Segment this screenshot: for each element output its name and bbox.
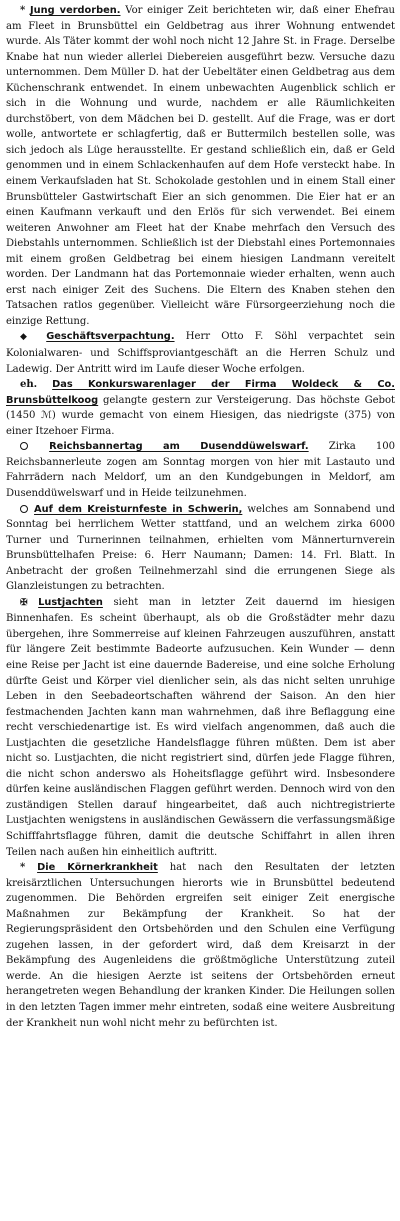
article-headline: Die Körnerkrankheit xyxy=(37,862,158,874)
article-marker: * xyxy=(20,5,26,16)
article-body: hat nach den Resultaten der letzten kreisärztlichen Untersuchungen hierorts wie in Brunsbüttel bedeutend zugenommen. Die Behörden ergreifen seit einiger Zeit energische Maßnahmen zur Bekämpfung der Krankheit. So hat der Regierungspräsident den Ortsbehörden und den Schulen eine Verfügung zugehen lassen, in der gefordert wird, daß dem Kreisarzt in der Bekämpfung des Augenleidens die größtmögliche Unterstützung zuteil werde. An die hiesigen Aerzte ist seitens der Ortsbehörden erneut herangetreten wegen Behandlung der kranken Kinder. Die Heilungen sollen in den letzten Tagen immer mehr eintreten, sodaß eine weitere Ausbreitung der Krankheit nun wohl nicht mehr zu befürchten ist. xyxy=(6,862,395,1029)
circle-ornament-icon xyxy=(20,505,28,513)
circle-ornament-icon xyxy=(20,442,28,450)
article-paragraph xyxy=(6,3,395,329)
article-geschaeftsverpachtung xyxy=(6,329,395,377)
article-headline: Geschäftsverpachtung. xyxy=(46,331,175,343)
diamond-ornament-icon: ◆ xyxy=(20,332,35,343)
article-jung-verdorben xyxy=(6,3,395,329)
article-headline: Jung verdorben. xyxy=(30,5,121,16)
article-paragraph xyxy=(6,595,395,860)
article-body: welches am Sonnabend und Sonntag bei herrlichem Wetter stattfand, und an welchem zirka 6000 Turner und Turnerinnen teilnahmen, erhielten vom Männerturnverein Brunsbüttelhafen Preise: 6. Herr Naumann; Damen: 14. Frl. Blatt. In Anbetracht der großen Teilnehmerzahl sind die errungenen Siege als Glanzleistungen zu betrachten. xyxy=(6,503,395,593)
article-headline: Reichsbannertag am Dusenddüwelswarf. xyxy=(49,441,309,453)
article-body: Zirka 100 Reichsbannerleute zogen am Sonntag morgen von hier mit Lastauto und Fahrrädern nach Meldorf, um an den Kundgebungen in Meldorf, am Dusenddüwelswarf und in Heide teilzunehmen. xyxy=(6,441,395,499)
article-body: sieht man in letzter Zeit dauernd im hiesigen Binnenhafen. Es scheint überhaupt, als ob die Großstädter mehr dazu übergehen, ihre Sommerreise auf kleinen Fahrzeugen auszuführen, anstatt für längere Zeit bestimmte Badeorte aufzusuchen. Kein Wunder — denn eine Reise per Jacht ist eine dauernde Badereise, und eine solche Erholung dürfte Geist und Körper viel dienlicher sein, als das nicht selten unruhige Leben in den Seebadeortschaften während der Saison. An den hier festmachenden Jachten kann man wahrnehmen, daß ihre Beflaggung eine recht verschiedenartige ist. Es wird vielfach angenommen, daß auch die Lustjachten die gesetzliche Handelsflagge führen müßten. Dem ist aber nicht so. Lustjachten, die nicht registriert sind, dürfen jede Flagge führen, die nicht schon anderswo als Hoheitsflagge geführt wird. Insbesondere dürfen keine ausländischen Flaggen geführt werden. Dennoch wird von den zuständigen Stellen darauf hingearbeitet, daß auch nichtregistrierte Lustjachten wenigstens in ausländischen Gewässern die verfassungsmäßige Schifffahrtsflagge führen, damit die deutsche Schiffahrt in allen ihren Teilen nach außen hin einheitlich auftritt. xyxy=(6,596,395,858)
article-konkurswarenlager xyxy=(6,377,395,439)
article-paragraph xyxy=(6,860,395,1031)
article-body: Vor einiger Zeit berichteten wir, daß einer Ehefrau am Fleet in Brunsbüttel ein Geldbetrag aus ihrer Wohnung entwendet wurde. Als Täter kommt der wohl noch nicht 12 Jahre St. in Frage. Derselbe Knabe hat nun wieder allerlei Diebereien ausgeführt bezw. Versuche dazu unternommen. Dem Müller D. hat der Uebeltäter einen Geldbetrag aus dem Küchenschrank entwendet. In einem unbewachten Augenblick schlich er sich in die Wohnung und wurde, nachdem er alle Räumlichkeiten durchstöbert, von dem Mädchen bei D. gestellt. Auf die Frage, was er dort wolle, antwortete er schlagfertig, daß er Buttermilch bestellen solle, was sich jedoch als Lüge herausstellte. Er gestand schließlich ein, daß er Geld genommen und in einem Schlackenhaufen auf dem Hofe versteckt habe. In einem Verkaufsladen hat St. Schokolade gestohlen und in einem Stall einer Brunsbütteler Gastwirtschaft Eier an sich genommen. Die Eier hat er an einen Kaufmann verkauft und den Erlös für sich verwendet. Bei einem weiteren Anwohner am Fleet hat der Knabe mehrfach den Versuch des Diebstahls unternommen. Schließlich ist der Diebstahl eines Portemonnaies mit einem großen Geldbetrag bei einem hiesigen Landmann vereitelt worden. Der Landmann hat das Portemonnaie wieder erhalten, wenn auch erst nach einiger Zeit des Suchens. Die Eltern des Knaben stehen den Tatsachen ratlos gegenüber. Vielleicht wäre Fürsorgeerziehung noch die einzige Rettung. xyxy=(6,5,395,327)
article-paragraph xyxy=(6,502,395,595)
article-paragraph xyxy=(6,329,395,377)
article-kreisturnfest xyxy=(6,502,395,595)
cross-ornament-icon: ✠ xyxy=(20,597,28,608)
article-paragraph xyxy=(6,377,395,439)
article-marker: * xyxy=(20,862,26,874)
article-headline: Lustjachten xyxy=(38,596,103,608)
article-koernerkrankheit xyxy=(6,860,395,1031)
article-headline: Das Konkurswarenlager der Firma Woldeck & Co. Brunsbüttelkoog xyxy=(6,379,395,406)
article-marker: eh. xyxy=(20,379,38,391)
article-lustjachten xyxy=(6,595,395,860)
article-body: gelangte gestern zur Versteigerung. Das höchste Gebot (1450 ℳ) wurde gemacht von einem Hiesigen, das niedrigste (375) von einer Itzehoer Firma. xyxy=(6,394,395,437)
article-paragraph xyxy=(6,439,395,501)
article-headline: Auf dem Kreisturnfeste in Schwerin, xyxy=(34,503,243,515)
article-body: Herr Otto F. Söhl verpachtet sein Kolonialwaren- und Schiffsproviantgeschäft an die Herren Schulz und Ladewig. Der Antritt wird im Laufe dieser Woche erfolgen. xyxy=(6,331,395,375)
article-reichsbannertag xyxy=(6,439,395,501)
